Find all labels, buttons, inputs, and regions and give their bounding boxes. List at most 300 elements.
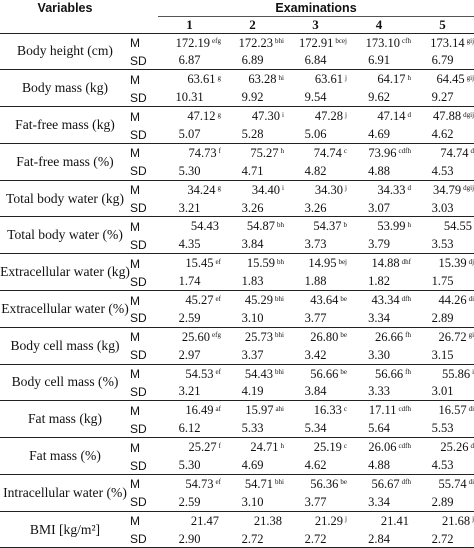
- variable-label: Body height (cm): [0, 33, 130, 70]
- mean-cell: [284, 474, 347, 494]
- sd-value: 5.33: [241, 421, 264, 436]
- sd-value: 3.34: [368, 310, 390, 325]
- sd-value: 5.34: [304, 421, 327, 436]
- significance-letters: bcej: [335, 37, 347, 46]
- mean-value: 172.19: [175, 35, 211, 50]
- table-row-mean: [0, 401, 474, 421]
- mean-value: 47.88: [433, 109, 462, 124]
- mean-value: 55.86: [441, 366, 471, 381]
- mean-cell: [347, 290, 411, 310]
- variable-label: Body cell mass (%): [0, 364, 130, 401]
- mean-value: 21.29: [314, 513, 344, 528]
- sd-value: 3.21: [178, 200, 201, 215]
- mean-value: 45.27: [185, 293, 214, 308]
- sd-value: 2.97: [178, 347, 201, 362]
- significance-letters: j: [345, 110, 347, 119]
- mean-cell: [221, 33, 284, 53]
- mean-cell: [158, 474, 221, 494]
- sd-value: 5.07: [178, 127, 201, 141]
- mean-value: 14.88: [371, 256, 400, 271]
- significance-letters: ef: [215, 257, 221, 266]
- mean-cell: [158, 327, 221, 347]
- mean-value: 74.73: [188, 145, 217, 160]
- mean-cell: [411, 474, 474, 494]
- mean-value: 54.53: [185, 366, 214, 381]
- variable-label: BMI [kg/m²]: [0, 511, 130, 548]
- sd-value: 6.87: [178, 53, 201, 68]
- sd-value: 1.88: [304, 274, 327, 289]
- significance-letters: bhi: [275, 331, 284, 340]
- significance-letters: dfh: [401, 478, 411, 487]
- significance-letters: gij: [466, 37, 474, 46]
- sd-value: 6.12: [178, 421, 201, 436]
- sd-value: 1.82: [368, 274, 390, 289]
- mean-cell: [284, 511, 347, 531]
- mean-value: 173.10: [365, 35, 401, 50]
- mean-cell: [411, 143, 474, 163]
- significance-letters: d: [470, 441, 474, 450]
- mean-cell: [218, 143, 284, 163]
- sd-value: 6.89: [241, 53, 264, 68]
- table-row-mean: [0, 474, 474, 494]
- mean-cell: [221, 70, 284, 90]
- variable-label: Body cell mass (kg): [0, 327, 130, 364]
- mean-value: 21.41: [380, 513, 409, 528]
- mean-value: 54.37: [313, 219, 342, 234]
- sd-value: 3.77: [304, 494, 327, 509]
- mean-label: M: [130, 364, 158, 384]
- mean-cell: [284, 143, 347, 163]
- sd-value: 3.33: [368, 384, 390, 399]
- mean-value: 63.61: [187, 72, 216, 87]
- mean-cell: [347, 217, 411, 237]
- mean-value: 26.66: [375, 329, 404, 344]
- significance-letters: d: [407, 110, 411, 119]
- significance-letters: f: [218, 147, 221, 156]
- mean-cell: [411, 511, 474, 531]
- mean-value: 63.61: [314, 72, 344, 87]
- table-row-mean: [0, 364, 474, 384]
- significance-letters: be: [340, 331, 347, 340]
- significance-letters: h: [407, 220, 411, 229]
- mean-value: 56.36: [310, 476, 339, 491]
- exam-number-1: 1: [158, 16, 221, 33]
- exam-number-4: 4: [347, 16, 411, 33]
- sd-value: 4.82: [304, 163, 327, 178]
- exam-number-2: 2: [221, 16, 284, 33]
- sd-value: 4.69: [241, 458, 264, 473]
- mean-label: M: [130, 290, 158, 310]
- sd-value: 9.92: [241, 90, 264, 105]
- sd-value: 3.26: [241, 200, 264, 215]
- mean-cell: [284, 33, 347, 53]
- mean-cell: [221, 327, 284, 347]
- mean-value: 47.28: [314, 109, 344, 124]
- significance-letters: gij: [466, 73, 474, 82]
- sd-value: 4.71: [241, 163, 264, 178]
- significance-letters: h: [407, 73, 411, 82]
- significance-letters: cfh: [402, 37, 411, 46]
- significance-letters: g: [217, 184, 221, 193]
- mean-label: M: [130, 401, 158, 421]
- mean-cell: [158, 143, 221, 163]
- significance-letters: c: [343, 404, 347, 413]
- significance-letters: dfh: [401, 294, 411, 303]
- significance-letters: cdfh: [398, 404, 411, 413]
- mean-value: 21.47: [190, 513, 219, 528]
- mean-value: 53.99: [377, 219, 406, 234]
- sd-value: 3.34: [368, 494, 390, 509]
- mean-cell: [347, 401, 411, 421]
- mean-cell: [221, 254, 284, 274]
- significance-letters: bhi: [275, 294, 284, 303]
- sd-value: 3.73: [304, 237, 327, 252]
- mean-label: M: [130, 511, 158, 531]
- sd-value: 6.84: [304, 53, 327, 68]
- mean-value: 16.49: [185, 403, 214, 418]
- mean-value: 26.72: [438, 329, 467, 344]
- mean-cell: [411, 438, 474, 458]
- mean-cell: [347, 107, 411, 127]
- mean-label: M: [130, 254, 158, 274]
- mean-value: 54.43: [190, 219, 219, 234]
- mean-cell: [158, 107, 221, 127]
- mean-cell: [158, 364, 221, 384]
- mean-cell: [411, 364, 474, 384]
- mean-cell: [158, 254, 221, 274]
- sd-value: 4.62: [304, 458, 327, 473]
- sd-value: 3.30: [368, 347, 390, 362]
- mean-cell: [284, 217, 347, 237]
- table-row-mean: [0, 217, 474, 237]
- sd-value: 4.69: [368, 127, 390, 141]
- significance-letters: dgij: [463, 110, 474, 119]
- mean-cell: [347, 33, 411, 53]
- mean-cell: [158, 290, 221, 310]
- sd-value: 3.77: [304, 310, 327, 325]
- variable-label: Total body water (%): [0, 217, 130, 254]
- sd-value: 5.30: [178, 458, 201, 473]
- sd-value: 3.10: [241, 494, 264, 509]
- sd-label: SD: [130, 495, 147, 510]
- significance-letters: c: [343, 441, 347, 450]
- sd-value: 6.91: [368, 53, 390, 68]
- mean-value: 56.66: [310, 366, 339, 381]
- significance-letters: ef: [215, 294, 221, 303]
- table-row-mean: [0, 107, 474, 127]
- mean-label: M: [130, 143, 158, 163]
- mean-cell: [221, 511, 284, 531]
- mean-cell: [221, 401, 284, 421]
- mean-value: 64.45: [436, 72, 465, 87]
- significance-letters: be: [340, 478, 347, 487]
- variable-label: Extracellular water (%): [0, 290, 130, 327]
- mean-cell: [284, 254, 347, 274]
- sd-label: SD: [130, 531, 158, 548]
- mean-value: 14.95: [308, 256, 337, 271]
- exam-number-5: 5: [411, 16, 474, 33]
- sd-value: 4.53: [431, 163, 454, 178]
- mean-value: 24.71: [250, 440, 279, 455]
- mean-value: 54.87: [246, 219, 275, 234]
- mean-value: 63.28: [248, 72, 277, 87]
- variable-label: Total body water (kg): [0, 180, 130, 217]
- mean-label: M: [130, 70, 158, 90]
- mean-cell: [221, 474, 284, 494]
- significance-letters: hi: [278, 73, 284, 82]
- sd-value: 3.15: [431, 347, 454, 362]
- mean-value: 15.39: [438, 256, 467, 271]
- variable-label: Fat mass (kg): [0, 401, 130, 438]
- mean-value: 34.40: [251, 182, 281, 197]
- mean-cell: [158, 511, 221, 531]
- sd-label: SD: [130, 201, 147, 216]
- mean-cell: [347, 364, 411, 384]
- exam-number-3: 3: [284, 16, 347, 33]
- table-row-mean: [0, 70, 474, 90]
- sd-value: 10.31: [175, 90, 204, 105]
- mean-value: 74.74: [440, 145, 469, 160]
- mean-cell: [221, 107, 284, 127]
- sd-value: 3.01: [431, 384, 454, 399]
- sd-value: 3.84: [241, 237, 264, 252]
- mean-label: M: [130, 33, 158, 53]
- mean-cell: [218, 438, 284, 458]
- sd-value: 2.72: [221, 531, 284, 548]
- mean-cell: [284, 438, 347, 458]
- significance-letters: c: [343, 147, 347, 156]
- significance-letters: j: [345, 73, 347, 82]
- table-row-mean: [0, 254, 474, 274]
- mean-label: M: [130, 438, 158, 458]
- examinations-header: Examinations: [158, 0, 474, 16]
- mean-value: 75.27: [250, 145, 279, 160]
- mean-cell: [347, 474, 411, 494]
- sd-value: 3.79: [368, 237, 390, 252]
- significance-letters: j: [345, 184, 347, 193]
- table-row-mean: [0, 327, 474, 347]
- mean-cell: [221, 364, 284, 384]
- significance-letters: bh: [277, 257, 284, 266]
- sd-value: 5.30: [178, 163, 201, 178]
- sd-value: 3.03: [431, 200, 454, 215]
- mean-value: 45.29: [244, 293, 274, 308]
- significance-letters: j: [472, 515, 474, 524]
- mean-cell: [284, 364, 347, 384]
- mean-value: 44.26: [438, 293, 467, 308]
- mean-cell: [411, 401, 474, 421]
- mean-cell: [347, 511, 411, 531]
- sd-value: 6.79: [431, 53, 454, 68]
- variable-label: Extracellular water (kg): [0, 254, 130, 291]
- significance-letters: gi: [468, 331, 474, 340]
- sd-value: 3.37: [241, 347, 264, 362]
- mean-value: 64.17: [377, 72, 406, 87]
- mean-cell: [347, 70, 411, 90]
- sd-value: 2.59: [178, 494, 201, 509]
- significance-letters: di: [468, 404, 474, 413]
- sd-value: 4.88: [368, 163, 390, 178]
- table-row-mean: [0, 438, 474, 458]
- mean-value: 16.33: [313, 403, 342, 418]
- mean-cell: [158, 401, 221, 421]
- sd-label: SD: [130, 164, 147, 179]
- mean-cell: [411, 107, 474, 127]
- mean-value: 21.38: [253, 513, 282, 528]
- mean-cell: [411, 290, 474, 310]
- sd-label: SD: [130, 90, 147, 105]
- significance-letters: af: [215, 404, 221, 413]
- ms-header-spacer: [130, 0, 158, 16]
- mean-cell: [411, 217, 474, 237]
- sd-value: 2.89: [431, 310, 454, 325]
- sd-value: 1.75: [431, 274, 454, 289]
- mean-value: 34.24: [187, 182, 216, 197]
- mean-value: 15.45: [185, 256, 214, 271]
- sd-value: 9.27: [431, 90, 454, 105]
- mean-cell: [347, 438, 411, 458]
- mean-cell: [158, 438, 221, 458]
- mean-label: M: [130, 180, 158, 200]
- sd-label: SD: [130, 384, 147, 399]
- mean-value: 25.60: [181, 329, 211, 344]
- sd-label: SD: [130, 458, 147, 473]
- significance-letters: efg: [212, 37, 221, 46]
- mean-value: 173.14: [430, 35, 465, 50]
- mean-cell: [284, 180, 347, 200]
- mean-cell: [347, 327, 411, 347]
- mean-cell: [158, 180, 221, 200]
- significance-letters: i: [282, 184, 284, 193]
- sd-label: SD: [130, 237, 147, 252]
- mean-value: 34.30: [314, 182, 344, 197]
- mean-cell: [347, 180, 411, 200]
- mean-value: 55.74: [438, 476, 467, 491]
- sd-value: 2.84: [347, 531, 411, 548]
- mean-value: 54.43: [244, 366, 274, 381]
- mean-cell: [158, 217, 221, 237]
- mean-cell: [347, 143, 411, 163]
- significance-letters: f: [218, 441, 221, 450]
- mean-cell: [221, 290, 284, 310]
- mean-cell: [347, 254, 411, 274]
- sd-value: 9.54: [304, 90, 327, 105]
- significance-letters: dgij: [463, 184, 474, 193]
- variable-label: Fat-free mass (%): [0, 143, 130, 180]
- sd-value: 2.89: [431, 494, 454, 509]
- mean-cell: [284, 327, 347, 347]
- mean-value: 25.19: [313, 440, 342, 455]
- significance-letters: dj: [468, 257, 474, 266]
- mean-label: M: [130, 107, 158, 127]
- sd-label: SD: [130, 53, 147, 68]
- significance-letters: h: [280, 441, 284, 450]
- table-row-mean: [0, 511, 474, 531]
- mean-cell: [411, 33, 474, 53]
- sd-value: 3.42: [304, 347, 327, 362]
- mean-value: 25.26: [440, 440, 469, 455]
- mean-cell: [284, 70, 347, 90]
- mean-cell: [221, 180, 284, 200]
- mean-value: 54.55: [443, 219, 473, 234]
- mean-cell: [221, 217, 284, 237]
- sd-value: 9.62: [368, 90, 390, 105]
- table-row-mean: [0, 180, 474, 200]
- table-row-mean: [0, 33, 474, 53]
- significance-letters: cdfh: [398, 441, 411, 450]
- significance-letters: ef: [215, 368, 221, 377]
- significance-letters: efg: [212, 331, 221, 340]
- sd-value: 2.72: [284, 531, 347, 548]
- variable-label: Fat mass (%): [0, 438, 130, 475]
- sd-value: 5.53: [431, 421, 454, 436]
- mean-cell: [284, 107, 347, 127]
- table-body: [0, 33, 474, 548]
- variable-label: Body mass (kg): [0, 70, 130, 107]
- sd-value: 5.64: [368, 421, 390, 436]
- sd-value: 2.72: [411, 531, 474, 548]
- sd-value: 3.26: [304, 200, 327, 215]
- mean-value: 56.66: [375, 366, 404, 381]
- mean-label: M: [130, 217, 158, 237]
- mean-value: 43.34: [371, 293, 400, 308]
- mean-value: 47.12: [187, 109, 216, 124]
- mean-value: 54.71: [244, 476, 274, 491]
- significance-letters: be: [340, 294, 347, 303]
- mean-value: 73.96: [368, 145, 397, 160]
- sd-value: 4.53: [431, 458, 454, 473]
- mean-value: 15.59: [246, 256, 275, 271]
- significance-letters: bh: [277, 220, 284, 229]
- mean-value: 15.97: [245, 403, 274, 418]
- variable-label: Intracellular water (%): [0, 474, 130, 511]
- sd-value: 2.90: [158, 531, 221, 548]
- mean-value: 47.30: [251, 109, 281, 124]
- significance-letters: g: [217, 110, 221, 119]
- significance-letters: i: [282, 110, 284, 119]
- significance-letters: d: [407, 184, 411, 193]
- sd-value: 4.88: [368, 458, 390, 473]
- significance-letters: b: [343, 220, 347, 229]
- ms-header-spacer-2: [130, 16, 158, 33]
- mean-value: 34.79: [433, 182, 462, 197]
- sd-label: SD: [130, 127, 147, 142]
- mean-cell: [158, 33, 221, 53]
- significance-letters: ef: [215, 478, 221, 487]
- mean-cell: [158, 70, 221, 90]
- mean-value: 43.64: [310, 293, 339, 308]
- sd-value: 5.28: [241, 127, 264, 141]
- mean-cell: [411, 254, 474, 274]
- sd-value: 3.07: [368, 200, 390, 215]
- significance-letters: ahi: [275, 404, 284, 413]
- mean-value: 26.80: [310, 329, 339, 344]
- variables-header: Variables: [0, 0, 130, 33]
- mean-value: 172.23: [238, 35, 274, 50]
- mean-label: M: [130, 474, 158, 494]
- significance-letters: i: [472, 368, 474, 377]
- mean-value: 34.33: [377, 182, 406, 197]
- sd-value: 2.59: [178, 310, 201, 325]
- sd-label: SD: [130, 421, 147, 436]
- mean-cell: [284, 290, 347, 310]
- significance-letters: fh: [405, 331, 411, 340]
- sd-value: 3.53: [431, 237, 454, 252]
- mean-cell: [284, 401, 347, 421]
- significance-letters: fh: [405, 368, 411, 377]
- significance-letters: di: [468, 478, 474, 487]
- significance-letters: bhi: [275, 368, 284, 377]
